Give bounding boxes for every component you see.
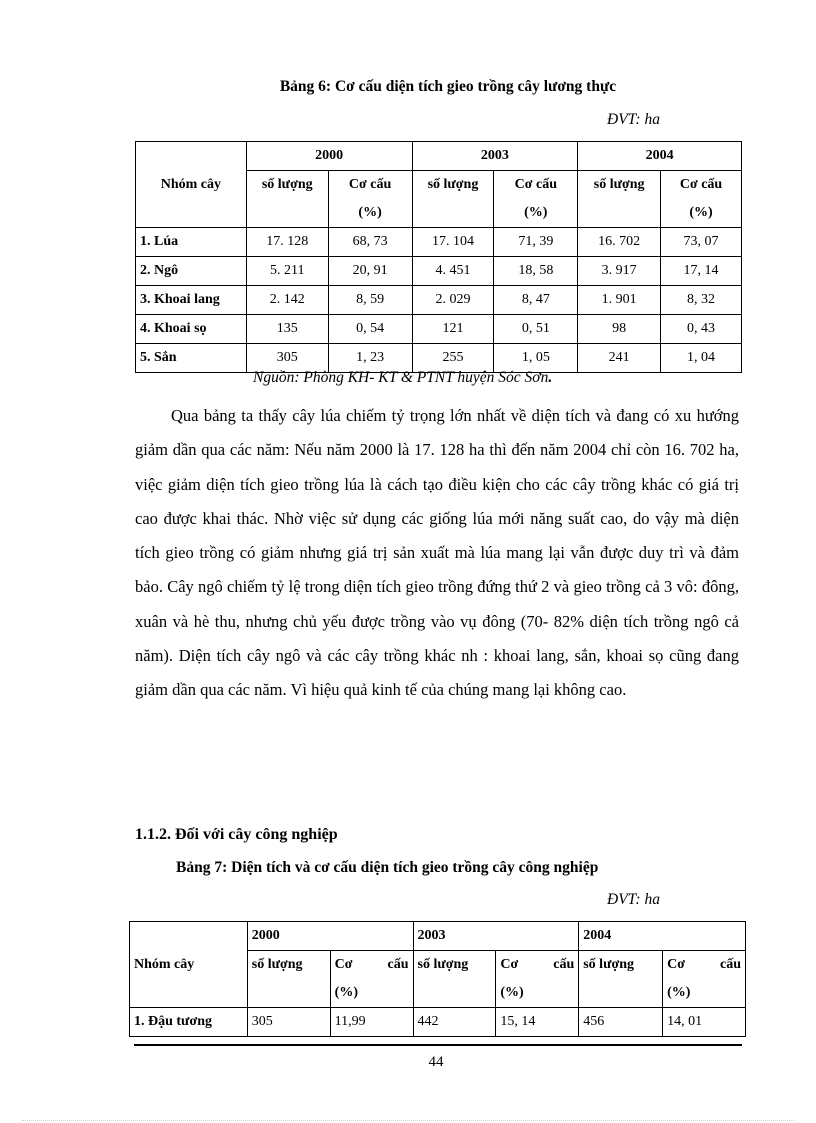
cell: 456 [579, 1008, 663, 1037]
paragraph-text: Qua bảng ta thấy cây lúa chiếm tỷ trọng lớn nhất về diện tích và đang có xu hướng giảm dần qua các năm: Nếu năm 2000 là 17. 128 ha thì đến năm 2004 chỉ còn 16. 702 ha, việc giảm diện tích gieo trồng lúa là cách tạo điều kiện cho các cây trồng khác có giá trị cao được khai thác. Nhờ việc sử dụng các giống lúa mới năng suất cao, do vậy mà diện tích gieo trồng có giảm nhưng giá trị sản xuất mà lúa mang lại vẫn được duy trì và đảm bảo. Cây ngô chiếm tỷ lệ trong diện tích gieo trồng đứng thứ 2 và gieo trồng cả 3 vô: đông, xuân và hè thu, nhưng chủ yếu được trồng vào vụ đông (70- 82% diện tích trồng ngô cả năm). Diện tích cây ngô và các cây trồng khác nh : khoai lang, sắn, khoai sọ cũng đang giảm dần qua các năm. Vì hiệu quả kinh tế của chúng mang lại không cao. [135, 406, 739, 700]
cell: 20, 91 [328, 257, 412, 286]
cell: 1, 23 [328, 344, 412, 373]
table6-header-group: Nhóm cây [136, 142, 247, 228]
row-label: 3. Khoai lang [136, 286, 247, 315]
table7 [129, 921, 746, 1037]
table7-year-2000: 2000 [247, 922, 413, 951]
table6-source-end: . [548, 369, 553, 386]
cell: 4. 451 [412, 257, 494, 286]
cell: 2. 029 [412, 286, 494, 315]
table-row [136, 257, 742, 286]
cell: 16. 702 [578, 228, 661, 257]
table7-year-2003: 2003 [413, 922, 579, 951]
cell: 5. 211 [246, 257, 328, 286]
cell: 2. 142 [246, 286, 328, 315]
row-label: 4. Khoai sọ [136, 315, 247, 344]
cell: 71, 39 [494, 228, 578, 257]
table-row [130, 1008, 746, 1037]
table7-col-structure-unit: (%) [330, 979, 413, 1008]
cell: 17. 104 [412, 228, 494, 257]
table7-col-structure-unit: (%) [496, 979, 579, 1008]
cell: 1, 05 [494, 344, 578, 373]
cell: 305 [247, 1008, 330, 1037]
cell: 442 [413, 1008, 496, 1037]
table6-year-2004: 2004 [578, 142, 742, 171]
table7-col-structure: Cơ cấu [330, 951, 413, 980]
cell: 14, 01 [663, 1008, 746, 1037]
table7-col-quantity: số lượng [579, 951, 663, 1008]
table6-title: Bảng 6: Cơ cấu diện tích gieo trồng cây lương thực [279, 78, 617, 95]
table6-source-text: Nguồn: Phòng KH- KT & PTNT huyện Sóc Sơn [253, 369, 549, 386]
cell: 135 [246, 315, 328, 344]
cell: 255 [412, 344, 494, 373]
cell: 305 [246, 344, 328, 373]
table6-unit: ĐVT: ha [607, 111, 660, 128]
cell: 11,99 [330, 1008, 413, 1037]
row-label: 1. Đậu tương [130, 1008, 248, 1037]
table6-year-2000: 2000 [246, 142, 412, 171]
cell: 3. 917 [578, 257, 661, 286]
cell: 15, 14 [496, 1008, 579, 1037]
row-label: 1. Lúa [136, 228, 247, 257]
table7-unit: ĐVT: ha [607, 891, 660, 908]
table-row [136, 228, 742, 257]
footer-rule [134, 1044, 742, 1046]
cell: 18, 58 [494, 257, 578, 286]
cell: 1, 04 [661, 344, 742, 373]
cell: 73, 07 [661, 228, 742, 257]
table7-col-structure-unit: (%) [663, 979, 746, 1008]
cell: 0, 43 [661, 315, 742, 344]
cell: 17, 14 [661, 257, 742, 286]
cell: 68, 73 [328, 228, 412, 257]
table7-header-group: Nhóm cây [130, 922, 248, 1008]
cell: 8, 32 [661, 286, 742, 315]
table6-col-quantity: số lượng [246, 171, 328, 228]
body-paragraph [135, 399, 739, 708]
table6-col-structure: Cơ cấu [661, 171, 742, 200]
table6-col-structure-unit: (%) [661, 199, 742, 228]
table6-col-structure-unit: (%) [328, 199, 412, 228]
table7-col-quantity: số lượng [413, 951, 496, 1008]
table6 [135, 141, 742, 373]
table7-year-2004: 2004 [579, 922, 746, 951]
table6-col-quantity: số lượng [412, 171, 494, 228]
table-row [136, 315, 742, 344]
cell: 98 [578, 315, 661, 344]
cell: 1. 901 [578, 286, 661, 315]
row-label: 5. Sắn [136, 344, 247, 373]
row-label: 2. Ngô [136, 257, 247, 286]
cell: 8, 47 [494, 286, 578, 315]
table6-col-structure: Cơ cấu [328, 171, 412, 200]
table6-source [253, 369, 552, 387]
cell: 0, 51 [494, 315, 578, 344]
cell: 0, 54 [328, 315, 412, 344]
page-number: 44 [428, 1054, 444, 1070]
table6-col-structure-unit: (%) [494, 199, 578, 228]
cell: 8, 59 [328, 286, 412, 315]
table-row [136, 286, 742, 315]
page-boundary [22, 1120, 794, 1121]
table7-col-structure: Cơ cấu [496, 951, 579, 980]
table7-col-structure: Cơ cấu [663, 951, 746, 980]
table6-year-2003: 2003 [412, 142, 578, 171]
section-heading: 1.1.2. Đối với cây công nghiệp [135, 826, 338, 843]
cell: 241 [578, 344, 661, 373]
table6-col-structure: Cơ cấu [494, 171, 578, 200]
table7-col-quantity: số lượng [247, 951, 330, 1008]
table6-col-quantity: số lượng [578, 171, 661, 228]
cell: 121 [412, 315, 494, 344]
cell: 17. 128 [246, 228, 328, 257]
table7-title: Bảng 7: Diện tích và cơ cấu diện tích gieo trồng cây công nghiệp [176, 859, 599, 876]
